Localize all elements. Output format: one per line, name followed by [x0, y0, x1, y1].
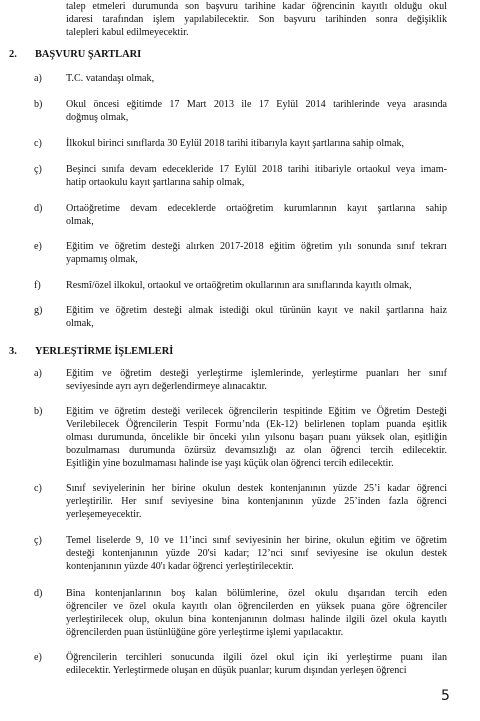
text-line: Beşinci sınıfa devam edecekleride 17 Eylül 2018 tarihi itibariyle ortaokul veya imam- — [66, 164, 447, 175]
text-line: T.C. vatandaşı olmak, — [66, 73, 155, 84]
text-line: idaresi tarafından işlem yapılabilecektir. Son başvuru tarihinden sonra değişiklik — [66, 14, 447, 25]
text-line: bozulmaması durumunda özürsüz devamsızlığı az olan öğrenci tercih edilecektir. — [66, 445, 447, 456]
text-line: hatip ortaokulu kayıt şartlarına sahip olmak, — [66, 177, 245, 188]
list-marker: a) — [34, 368, 42, 379]
text-line: Bina kontenjanlarının boş kalan bölümlerine, özel okulu dışarıdan tercih eden — [66, 588, 447, 599]
text-line: Okul öncesi eğitimde 17 Mart 2013 ile 17 Eylül 2014 tarihlerinde veya arasında — [66, 99, 447, 110]
text-line: yerleşemeyecektir. — [66, 509, 142, 520]
text-line: olması durumunda, öncelikle bir önceki yılın yılsonu başarı puanı yüksek olan, eşitliğin — [66, 432, 447, 443]
list-marker: b) — [34, 406, 43, 417]
text-line: yerleştirilir. Her sınıf seviyesine bina kontenjanının yüzde 25’inden fazla öğrenci — [66, 496, 447, 507]
text-line: Eğitim ve öğretim desteği verilecek öğrencilerin tespitinde Eğitim ve Öğretim Desteği — [66, 406, 447, 417]
text-line: kontenjanının yüzde 40'ı kadar öğrenci yerleştirilecektir. — [66, 561, 294, 572]
list-marker: c) — [34, 483, 42, 494]
text-line: öğrencilerden puan üstünlüğüne göre yerleştirme işlemi yapılacaktır. — [66, 627, 344, 638]
text-line: Resmî/özel ilkokul, ortaokul ve ortaöğretim okullarının ara sınıflarında kayıtlı olmak, — [66, 280, 412, 291]
list-marker: a) — [34, 73, 42, 84]
text-line: Öğrencilerin tercihleri sonucunda ilgili özel okul için iki yerleştirme puanı ilan — [66, 652, 447, 663]
text-line: talep etmeleri durumunda son başvuru tarihine kadar öğrencinin kayıtlı olduğu okul — [66, 1, 447, 12]
list-marker: ç) — [34, 535, 42, 546]
text-line: edilecektir. Yerleştirmede oluşan en düşük puanlar; kurum dışından yerleşen öğrenci — [66, 665, 407, 676]
text-line: yapmamış olmak, — [66, 254, 138, 265]
section-title: BAŞVURU ŞARTLARI — [35, 49, 142, 60]
list-marker: e) — [34, 241, 42, 252]
section-number: 2. — [9, 49, 17, 60]
text-line: Eğitim ve öğretim desteği yerleştirme işlemlerinde, yerleştirme puanları her sınıf — [66, 368, 447, 379]
list-marker: f) — [34, 280, 41, 291]
section-number: 3. — [9, 346, 17, 357]
text-line: İlkokul birinci sınıflarda 30 Eylül 2018 tarihi itibarıyla kayıt şartlarına sahip olmak, — [66, 138, 405, 149]
list-marker: e) — [34, 652, 42, 663]
text-line: yerleştirilecek olup, okulun bina kontenjanının dolması halinde ilgili özel okula kayıtlı — [66, 614, 447, 625]
text-line: Temel liselerde 9, 10 ve 11’inci sınıf seviyesinin her birine, okulun eğitim ve öğretim — [66, 535, 447, 546]
text-line: talepleri kabul edilmeyecektir. — [66, 27, 189, 38]
section-title: YERLEŞTİRME İŞLEMLERİ — [35, 346, 174, 357]
text-line: desteği kontenjanının yüzde 20'si kadar; 12’nci sınıf seviyesine ise okulun destek — [66, 548, 447, 559]
list-marker: ç) — [34, 164, 42, 175]
list-marker: c) — [34, 138, 42, 149]
text-line: Sınıf seviyelerinin her birine okulun destek kontenjanının yüzde 25’i kadar öğrenci — [66, 483, 447, 494]
list-marker: d) — [34, 203, 43, 214]
text-line: olmak, — [66, 216, 94, 227]
list-marker: b) — [34, 99, 43, 110]
text-line: Eğitim ve öğretim desteği alırken 2017-2018 eğitim öğretim yılı sonunda sınıf tekrarı — [66, 241, 447, 252]
text-line: doğmuş olmak, — [66, 112, 129, 123]
text-line: Ortaöğretime devam edeceklerde ortaöğretim kurumlarının kayıt şartlarına sahip — [66, 203, 447, 214]
list-marker: g) — [34, 305, 43, 316]
text-line: Verilebilecek Öğrencilerin Tespit Formu’nda (Ek-12) belirlenen toplam puanda eşitlik — [66, 419, 447, 430]
text-line: olmak, — [66, 318, 94, 329]
text-line: Eşitliğin yine bozulmaması halinde ise yaşı küçük olan öğrenci tercih edilecektir. — [66, 458, 394, 469]
page-number: 5 — [441, 688, 450, 704]
text-line: seviyesinde ayrı ayrı değerlendirmeye alınacaktır. — [66, 381, 267, 392]
text-line: Eğitim ve öğretim desteği almak istediği okul türünün kayıt ve nakil şartlarına haiz — [66, 305, 447, 316]
list-marker: d) — [34, 588, 43, 599]
text-line: öğrenciler ve özel okula kayıtlı olan öğrencilerden en yüksek puana göre öğrenciler — [66, 601, 447, 612]
